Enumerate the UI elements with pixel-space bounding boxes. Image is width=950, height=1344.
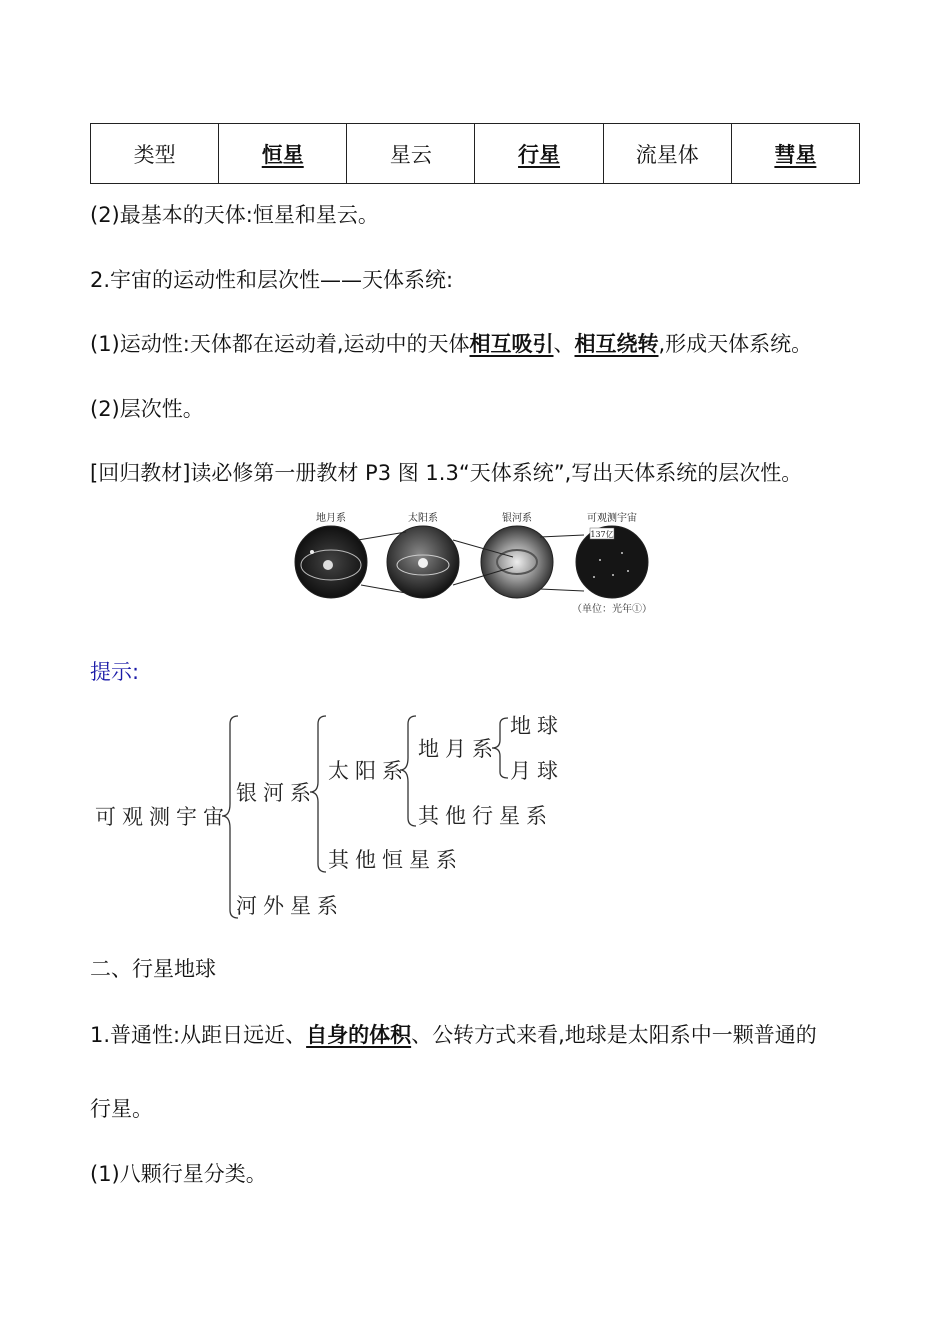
star-dot bbox=[612, 574, 614, 576]
text-heading-hierarchy: 2.宇宙的运动性和层次性——天体系统: bbox=[90, 268, 454, 292]
table-cell-meteoroid: 流星体 bbox=[603, 124, 731, 184]
hint-label: 提示: bbox=[90, 660, 140, 684]
tree-other-planetary-systems: 其他行星系 bbox=[418, 804, 553, 828]
star-dot bbox=[593, 576, 595, 578]
figure-caption: （单位：光年①） bbox=[572, 604, 652, 615]
text-motion bbox=[90, 328, 812, 358]
table-cell-star: 恒星 bbox=[219, 124, 347, 184]
text-ordinariness-suffix: 、公转方式来看,地球是太阳系中一颗普通的 bbox=[411, 1023, 817, 1047]
text-ordinariness bbox=[90, 1019, 817, 1049]
text-motion-sep: 、 bbox=[553, 332, 575, 356]
tree-milky-way: 银河系 bbox=[236, 781, 317, 805]
table-cell-nebula: 星云 bbox=[347, 124, 475, 184]
tree-observable-universe: 可观测宇宙 bbox=[95, 805, 230, 829]
label-milky-way: 银河系 bbox=[502, 513, 532, 524]
celestial-system-figure bbox=[288, 505, 664, 625]
tree-other-star-systems: 其他恒星系 bbox=[328, 848, 463, 872]
connector-line bbox=[540, 535, 584, 537]
moon-dot bbox=[310, 550, 314, 554]
text-eight-planets: (1)八颗行星分类。 bbox=[90, 1162, 267, 1186]
text-ordinariness-prefix: 1.普通性:从距日远近、 bbox=[90, 1023, 307, 1047]
tree-extragalactic: 河外星系 bbox=[236, 894, 344, 918]
star-dot bbox=[599, 559, 601, 561]
text-textbook-task: [回归教材]读必修第一册教材 P3 图 1.3“天体系统”,写出天体系统的层次性。 bbox=[90, 461, 803, 485]
tree-earth: 地球 bbox=[510, 714, 564, 738]
connector-line bbox=[540, 589, 584, 591]
tree-earth-moon-system: 地月系 bbox=[418, 737, 499, 761]
text-basic-bodies: (2)最基本的天体:恒星和星云。 bbox=[90, 203, 379, 227]
table-row bbox=[91, 124, 860, 184]
text-own-volume: 自身的体积 bbox=[306, 1023, 412, 1047]
text-motion-suffix: ,形成天体系统。 bbox=[658, 332, 813, 356]
label-earth-moon-system: 地月系 bbox=[316, 513, 346, 524]
star-dot bbox=[627, 570, 629, 572]
celestial-body-table bbox=[90, 123, 860, 184]
sun-dot bbox=[418, 558, 428, 568]
tree-solar-system: 太阳系 bbox=[328, 759, 409, 783]
table-cell-planet: 行星 bbox=[475, 124, 603, 184]
text-motion-prefix: (1)运动性:天体都在运动着,运动中的天体 bbox=[90, 332, 470, 356]
table-cell-type: 类型 bbox=[91, 124, 219, 184]
section-planet-earth: 二、行星地球 bbox=[90, 957, 216, 981]
hierarchy-tree bbox=[90, 700, 610, 930]
distance-badge-text: 137亿 bbox=[590, 530, 614, 539]
earth-dot bbox=[323, 560, 333, 570]
tree-moon: 月球 bbox=[510, 759, 564, 783]
star-dot bbox=[621, 552, 623, 554]
label-solar-system: 太阳系 bbox=[408, 513, 438, 524]
text-mutual-orbit: 相互绕转 bbox=[574, 332, 659, 356]
label-observable-universe: 可观测宇宙 bbox=[587, 513, 637, 524]
text-hierarchy: (2)层次性。 bbox=[90, 397, 204, 421]
text-planet: 行星。 bbox=[90, 1097, 153, 1121]
table-cell-comet: 彗星 bbox=[731, 124, 859, 184]
text-mutual-attraction: 相互吸引 bbox=[469, 332, 554, 356]
